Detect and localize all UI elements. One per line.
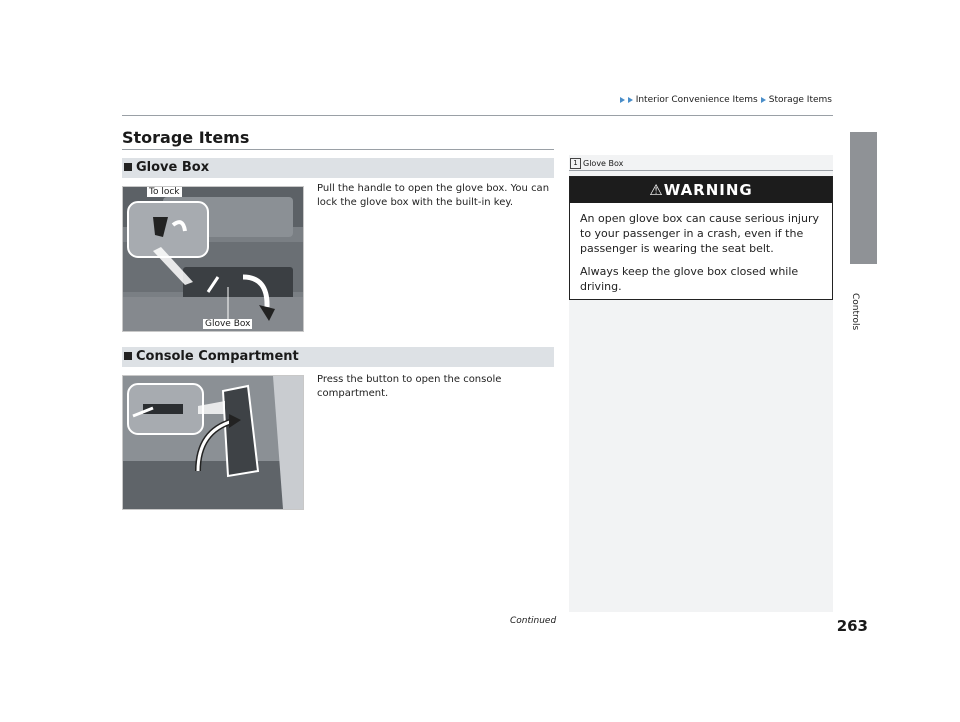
breadcrumb-item: Interior Convenience Items — [635, 95, 758, 105]
callout-to-lock: To lock — [149, 187, 180, 197]
square-bullet-icon — [124, 163, 132, 171]
console-text: Press the button to open the console compartment. — [317, 374, 502, 399]
arrow-icon — [761, 97, 766, 103]
breadcrumb — [620, 95, 832, 105]
warning-box — [569, 176, 833, 300]
console-illustration — [122, 375, 304, 510]
page-number: 263 — [836, 617, 868, 635]
square-bullet-icon — [124, 352, 132, 360]
section-heading-glove-box: Glove Box — [122, 158, 554, 178]
warning-triangle-icon: ⚠ — [649, 181, 664, 199]
side-reference — [570, 158, 623, 169]
title-rule — [122, 149, 554, 150]
header-rule — [122, 115, 833, 116]
callout-glove-box: Glove Box — [205, 319, 251, 329]
warning-paragraph: Always keep the glove box closed while driving. — [580, 265, 799, 293]
glove-box-text: Pull the handle to open the glove box. You can lock the glove box with the built-in key. — [317, 183, 550, 208]
warning-paragraph: An open glove box can cause serious injury to your passenger in a crash, even if the passenger is wearing the seat belt. — [580, 212, 819, 255]
chapter-tab — [850, 132, 877, 264]
ref-number: 1 — [570, 158, 581, 169]
side-rule — [569, 170, 833, 171]
arrow-icon — [620, 97, 625, 103]
arrow-icon — [628, 97, 633, 103]
warning-header: ⚠WARNING — [570, 177, 832, 203]
continued-label: Continued — [510, 616, 557, 626]
chapter-tab-label: Controls — [850, 293, 860, 331]
glove-box-illustration — [122, 186, 304, 332]
glove-box-diagram — [123, 187, 303, 331]
ref-title: Glove Box — [583, 159, 624, 168]
section-heading-console: Console Compartment — [122, 347, 554, 367]
page-title: Storage Items — [122, 128, 250, 147]
warning-body — [570, 203, 832, 306]
breadcrumb-item: Storage Items — [768, 95, 832, 105]
console-diagram — [123, 376, 303, 509]
